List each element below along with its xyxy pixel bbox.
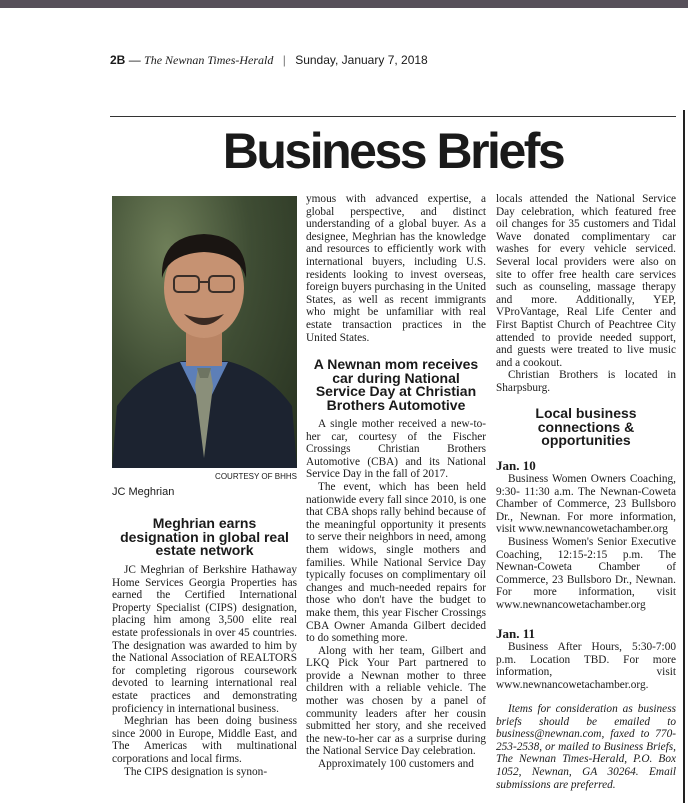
column-3 <box>496 193 676 395</box>
folio-dash: — <box>128 53 141 67</box>
event-date: Jan. 11 <box>496 626 536 641</box>
photo-caption: JC Meghrian <box>112 486 175 498</box>
column-2 <box>306 193 486 344</box>
story2-paragraph: A single mother received a new-to-her car, courtesy of the Fischer Crossings Christian Brothers Automotive (CBA) and its National Service Day in the fall of 2017. <box>306 418 486 481</box>
column-1 <box>112 564 297 778</box>
photo-credit: COURTESY OF BHHS <box>215 472 297 481</box>
event-date: Jan. 10 <box>496 458 536 473</box>
story1-paragraph: JC Meghrian of Berkshire Hathaway Home Services Georgia Properties has earned the Certified International Property Specialist (CIPS) designation, placing him among 3,500 elite real estate professionals in over 45 countries. The designation was awarded to him by the National Association of REALTORS for completing rigorous coursework devoted to learning international real estate practices and demonstrating proficiency in international business. <box>112 564 297 715</box>
event-item: Business After Hours, 5:30-7:00 p.m. Location TBD. For more information, visit www.newnancowetachamber.org. <box>496 641 676 691</box>
section-top-rule <box>110 116 676 117</box>
story2-paragraph: The event, which has been held nationwide every fall since 2010, is one that CBA shops rally behind because of the meaningful opportunity it presents to serve their neighbors in need, among them widows, single mothers and families. While National Service Day typically focuses on complimentary oil changes and much-needed repairs for those who don't have the budget to make them, this year Fischer Crossings CBA Owner Amanda Gilbert decided to do something more. <box>306 480 486 645</box>
event-item: Business Women's Senior Executive Coaching, 12:15-2:15 p.m. The Newnan-Coweta Chamber of Commerce, 23 Bullsboro Dr., Newnan. For more information, visit www.newnancowetachamber.org <box>496 535 676 611</box>
story1-paragraph: Meghrian has been doing business since 2000 in Europe, Middle East, and The Americas with multinational corporations and local firms. <box>112 715 297 765</box>
submission-note: Items for consideration as business briefs should be emailed to business@newnan.com, faxed to 770-253-2538, or mailed to Business Briefs, The Newnan Times-Herald, P.O. Box 1052, Newnan, GA 30264. Email submissions are preferred. <box>496 703 676 791</box>
story1-headline: Meghrian earns designation in global real estate network <box>120 515 289 558</box>
column-3-events-jan11 <box>496 641 676 691</box>
portrait-photo <box>112 196 297 468</box>
section-title: Business Briefs <box>222 123 564 179</box>
issue-date: Sunday, January 7, 2018 <box>295 53 428 67</box>
story2-paragraph: Approximately 100 customers and <box>318 758 474 771</box>
top-border-bar <box>0 0 688 8</box>
story1-paragraph: The CIPS designation is synon- <box>124 765 268 778</box>
page-number: 2B <box>110 53 126 67</box>
page-folio <box>110 53 428 68</box>
folio-divider: | <box>282 53 286 67</box>
column-rule-right <box>683 110 685 803</box>
story3-headline: Local business connections & opportunities <box>535 405 637 448</box>
newspaper-name: The Newnan Times-Herald <box>144 53 274 67</box>
story2-paragraph: Christian Brothers is located in Sharpsburg. <box>496 369 676 394</box>
column-3-events-jan10 <box>496 473 676 612</box>
event-item: Business Women Owners Coaching, 9:30- 11:30 a.m. The Newnan-Coweta Chamber of Commerce, 23 Bullsboro Dr., Newnan. For more information, visit www.newnancowetachamber.org <box>496 473 676 536</box>
story2-paragraph-continued: locals attended the National Service Day celebration, which featured free oil changes for 35 customers and Tidal Wave donated complimentary car washes for every vehicle serviced. Several local providers were also on site to offer free health care services such as counseling, massage therapy and more. Additionally, YEP, VProVantage, Real Life Center and First Baptist Church of Peachtree City attended to provide needed support, and guests were treated to live music and a cookout. <box>496 193 676 369</box>
portrait-illustration <box>112 196 297 468</box>
story1-paragraph-continued: ymous with advanced expertise, a global perspective, and distinct understanding of a global buyer. As a designee, Meghrian has the knowledge and resources to efficiently work with international buyers, including U.S. residents looking to invest overseas, foreign buyers purchasing in the United States, as well as recent immigrants who might be unfamiliar with real estate transaction practices in the United States. <box>306 193 486 344</box>
column-3-submission-note <box>496 703 676 791</box>
story2-paragraph: Along with her team, Gilbert and LKQ Pick Your Part partnered to provide a Newnan mother to three children with a reliable vehicle. The mother was chosen by a panel of community leaders after her cousin submitted her story, and she received the new-to-her car as a surprise during the National Service Day celebration. <box>306 644 486 758</box>
column-2-story2 <box>306 418 486 771</box>
story2-headline: A Newnan mom receives car during National Service Day at Christian Brothers Automotive <box>313 356 479 413</box>
